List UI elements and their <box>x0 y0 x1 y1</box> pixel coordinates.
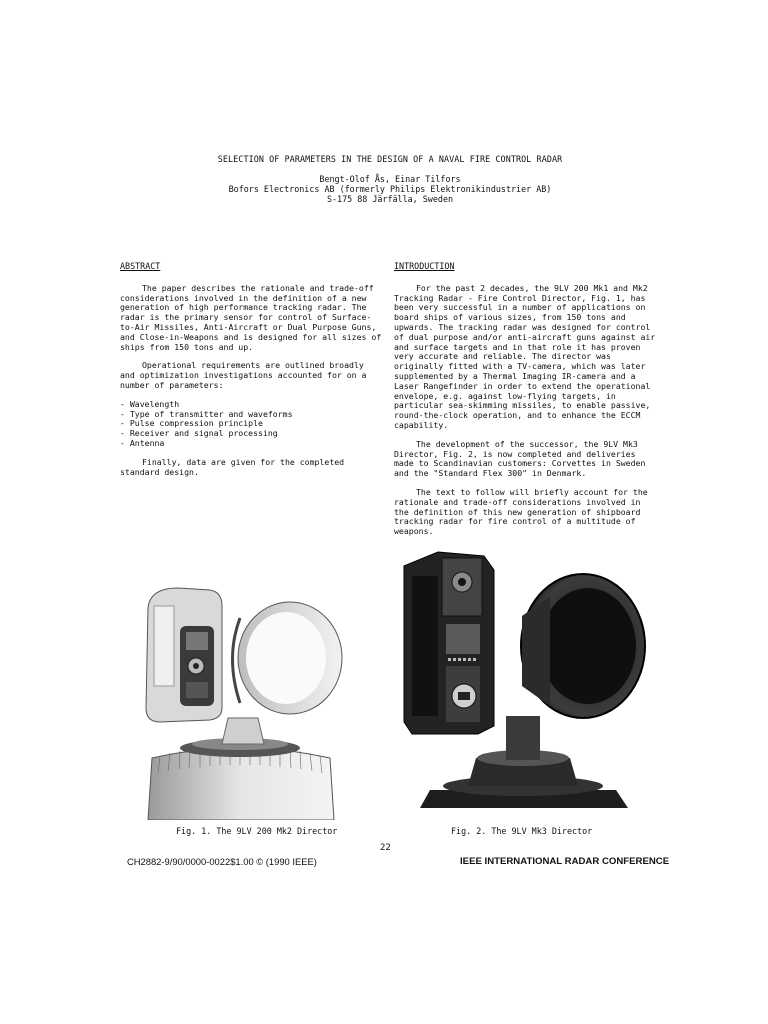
parameter-item: - Antenna <box>120 439 382 449</box>
address: S-175 88 Järfälla, Sweden <box>326 194 454 204</box>
abstract-paragraph-1: The paper describes the rationale and trade-off considerations involved in the definition of a new generation of high performance tracking radar. The radar is the primary sensor for control of Surface-to-Air Missiles, Anti-Aircraft or Dual Purpose Guns, and Close-in-Weapons and is designed for all sizes of ships from 150 tons and up. <box>120 282 382 352</box>
introduction-paragraph-2: The development of the successor, the 9LV Mk3 Director, Fig. 2, is now completed and deliveries made to Scandinavian customers: Corvettes in Sweden and the "Standard Flex 300" in Denmark. <box>394 438 646 479</box>
parameter-item: - Pulse compression principle <box>120 419 382 429</box>
affiliation: Bofors Electronics AB (formerly Philips Elektronikindustrier AB) <box>228 184 552 194</box>
conference-name: IEEE INTERNATIONAL RADAR CONFERENCE <box>460 856 670 867</box>
abstract-paragraph-3: Finally, data are given for the completed standard design. <box>120 456 345 477</box>
page-number: 22 <box>380 843 391 853</box>
title-block <box>120 154 660 204</box>
introduction-column <box>394 262 656 546</box>
authors: Bengt-Olof Ås, Einar Tilfors <box>319 174 461 184</box>
figure-2-photo <box>398 546 650 820</box>
director-mk2-illustration <box>130 558 354 820</box>
figure-2-caption: Fig. 2. The 9LV Mk3 Director <box>451 826 593 836</box>
copyright-line: CH2882-9/90/0000-0022$1.00 © (1990 IEEE) <box>127 856 317 867</box>
abstract-column <box>120 262 382 486</box>
figure-1-photo <box>130 558 354 820</box>
introduction-paragraph-1: For the past 2 decades, the 9LV 200 Mk1 and Mk2 Tracking Radar - Fire Control Director, Fig. 1, has been very successful in a number of applications on board ships of various sizes, from 150 tons and upwards. The tracking radar was designed for control of dual purpose and/or anti-aircraft guns against air and surface targets and in that role it has proven very accurate and reliable. The director was originally fitted with a TV-camera, which was later supplemented by a Thermal Imaging IR-camera and a Laser Rangefinder in order to extend the operational envelope, e.g. against low-flying targets, in particular sea-skimming missiles, to enable passive, round-the-clock operation, and to enhance the ECCM capability. <box>394 282 656 430</box>
parameter-item: - Wavelength <box>120 400 382 410</box>
parameter-list <box>120 400 382 449</box>
parameter-item: - Type of transmitter and waveforms <box>120 410 382 420</box>
introduction-paragraph-3: The text to follow will briefly account for the rationale and trade-off considerations involved in the definition of this new generation of shipboard tracking radar for fire control of a multitude of weapons. <box>394 486 648 537</box>
director-mk3-illustration <box>398 546 650 820</box>
abstract-heading: ABSTRACT <box>120 261 161 271</box>
parameter-item: - Receiver and signal processing <box>120 429 382 439</box>
paper-title: SELECTION OF PARAMETERS IN THE DESIGN OF A NAVAL FIRE CONTROL RADAR <box>217 154 563 164</box>
abstract-paragraph-2: Operational requirements are outlined broadly and optimization investigations accounted for on a number of parameters: <box>120 360 367 390</box>
figure-1-caption: Fig. 1. The 9LV 200 Mk2 Director <box>176 826 338 836</box>
introduction-heading: INTRODUCTION <box>394 261 455 271</box>
